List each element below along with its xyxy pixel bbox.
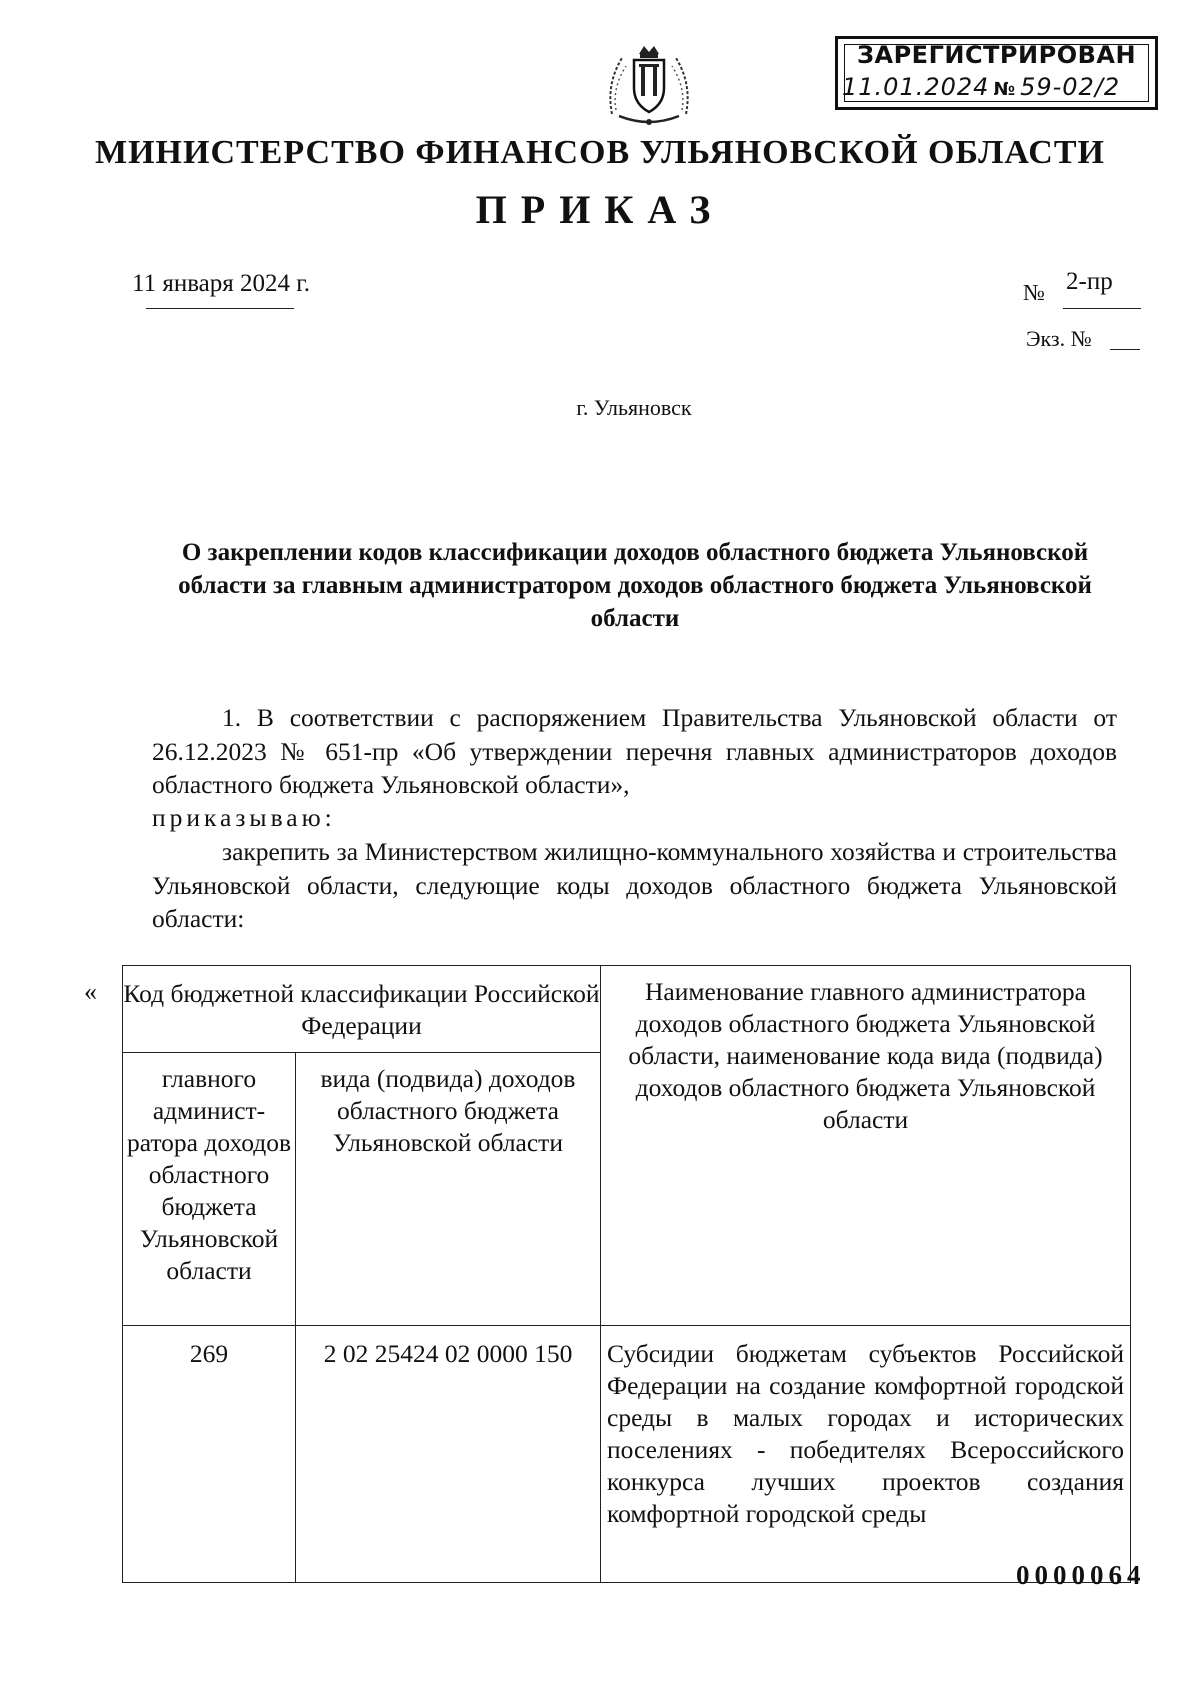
- stamp-number: 59-02/2: [1020, 73, 1121, 101]
- paragraph-2: закрепить за Министерством жилищно-коммунального хозяйства и строительства Ульяновской области, следующие коды доходов областного бюджета Ульяновской области:: [152, 837, 1117, 933]
- registration-stamp: [835, 36, 1158, 110]
- header-code-cell: вида (подвида) доходов областного бюджета Ульяновской области: [296, 1053, 601, 1326]
- order-number-sign: №: [1023, 280, 1045, 305]
- date-underline: [146, 308, 294, 309]
- table-header-row: [123, 966, 1131, 1053]
- order-number: 2-пр: [1066, 268, 1113, 295]
- row-code-cell: 2 02 25424 02 0000 150: [296, 1326, 601, 1583]
- document-type: ПРИКАЗ: [475, 187, 725, 232]
- codes-table: [122, 965, 1131, 1583]
- copy-label: Экз. №: [1026, 326, 1092, 351]
- document-subject: О закреплении кодов классификации доходов областного бюджета Ульяновской области за главным администратором доходов областного бюджета Ульяновской области: [178, 539, 1092, 632]
- coat-of-arms-icon: [604, 44, 694, 128]
- serial-number: 0000064: [1016, 1560, 1146, 1590]
- order-date: 11 января 2024 г.: [132, 270, 310, 297]
- header-group-cell: Код бюджетной классификации Российской Федерации: [123, 966, 601, 1053]
- stamp-number-sign: №: [993, 79, 1017, 100]
- table-open-quote: «: [84, 977, 97, 1006]
- paragraph-1: 1. В соответствии с распоряжением Правительства Ульяновской области от 26.12.2023 № 651-пр «Об утверждении перечня главных администраторов доходов областного бюджета Ульяновской области»,: [152, 703, 1117, 799]
- header-name-cell: Наименование главного администратора доходов областного бюджета Ульяновской области, наименование кода вида (подвида) доходов областного бюджета Ульяновской области: [601, 966, 1131, 1326]
- stamp-date: 11.01.2024: [842, 73, 990, 101]
- paragraph-1-action: приказываю:: [152, 803, 336, 832]
- table-row: [123, 1326, 1131, 1583]
- stamp-title: ЗАРЕГИСТРИРОВАН: [856, 41, 1137, 69]
- stamp-handwritten: [842, 73, 1120, 101]
- row-name-cell: Субсидии бюджетам субъектов Российской Федерации на создание комфортной городской среды в малых городах и исторических поселениях - победителях Всероссийского конкурса лучших проектов создания комфортной городской среды: [601, 1326, 1131, 1583]
- row-admin-cell: 269: [123, 1326, 296, 1583]
- header-admin-cell: главного админист-ратора доходов областного бюджета Ульяновской области: [123, 1053, 296, 1326]
- copy-underline: [1110, 349, 1140, 350]
- ministry-title: МИНИСТЕРСТВО ФИНАНСОВ УЛЬЯНОВСКОЙ ОБЛАСТИ: [95, 134, 1105, 171]
- number-underline: [1063, 308, 1141, 309]
- city: г. Ульяновск: [576, 395, 692, 420]
